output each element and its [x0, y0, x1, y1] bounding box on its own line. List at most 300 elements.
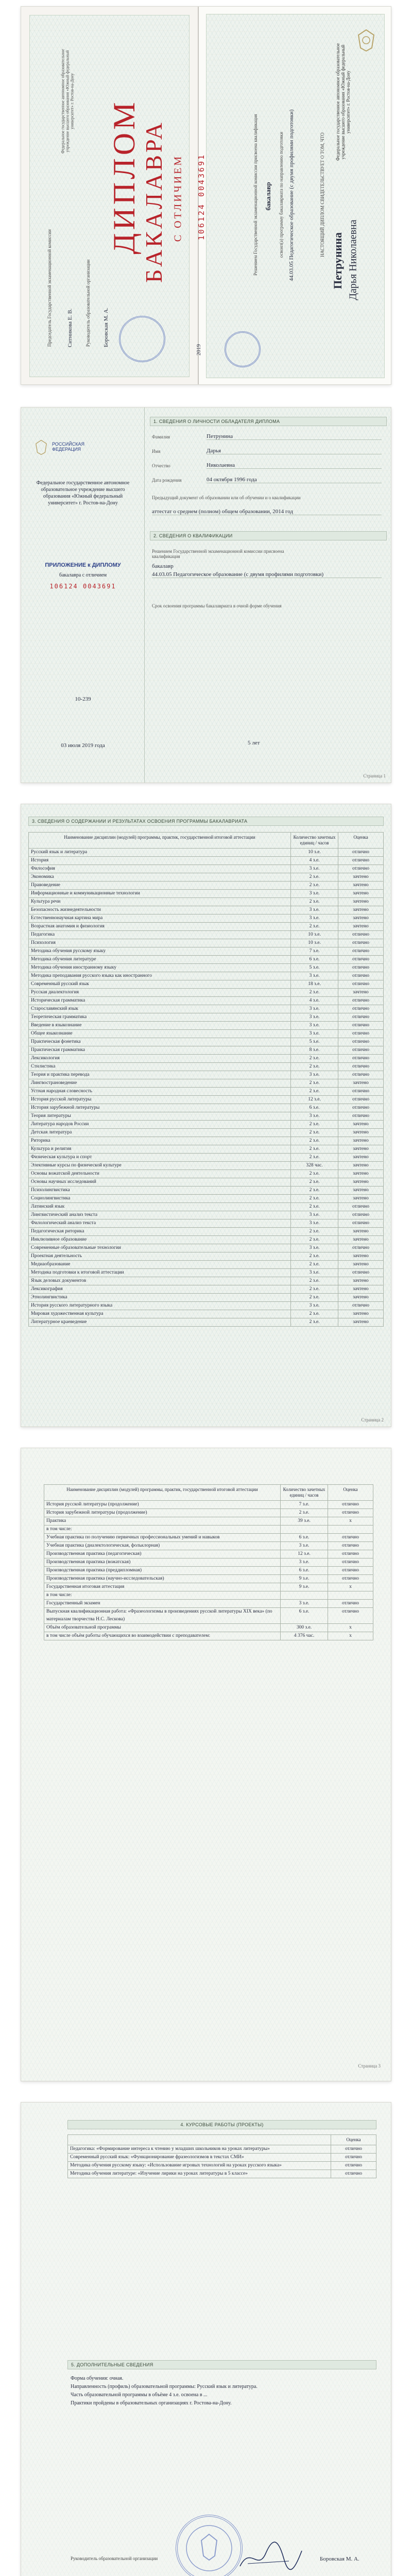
prev-doc-label: Предыдущий документ об образовании или об обучении и о квалификации	[152, 495, 301, 500]
section-1-header: 1. СВЕДЕНИЯ О ЛИЧНОСТИ ОБЛАДАТЕЛЯ ДИПЛОМА	[150, 417, 387, 426]
cover-surname: Петрунина	[331, 232, 344, 289]
hours-cell: 2 з.е.	[291, 1228, 338, 1236]
coursework-cell: Современный русский язык: «Функционирование фразеологизмов в текстах СМИ»	[68, 2154, 331, 2162]
cover-right-org: Федеральное государственное автономное образовательное учреждение высшего образования «Южный федеральный университет» г. Ростов-на-Дону	[335, 43, 351, 161]
mark-cell: отлично	[338, 980, 384, 989]
subject-cell: Риторика	[29, 1137, 291, 1145]
appendix-org: Федеральное государственное автономное образовательное учреждение высшего образования «Южный федеральный университет» г. Ростов-на-Дону	[36, 480, 130, 506]
mark-cell: х	[328, 1632, 373, 1640]
patronymic-value: Николаевна	[207, 462, 382, 469]
mark-cell: зачтено	[338, 1310, 384, 1318]
subject-cell: Русская диалектология	[29, 989, 291, 997]
hours-cell: 2 з.е.	[291, 1145, 338, 1154]
hours-cell: 2 з.е.	[291, 1154, 338, 1162]
hours-cell: 10 з.е.	[291, 931, 338, 939]
mark-cell: зачтено	[338, 1162, 384, 1170]
signer-name: Боровская М. А.	[320, 2556, 359, 2562]
subject-cell: Введение в языкознание	[29, 1022, 291, 1030]
hours-cell	[281, 1591, 328, 1600]
mark-cell: зачтено	[338, 1121, 384, 1129]
subject-cell: Современные образовательные технологии	[29, 1244, 291, 1252]
subject-cell: Общее языкознание	[29, 1030, 291, 1038]
mark-cell: зачтено	[338, 1129, 384, 1137]
hours-cell: 3 з.е.	[291, 1244, 338, 1252]
hours-cell: 2 з.е.	[291, 1252, 338, 1261]
mark-cell: отлично	[331, 2162, 376, 2170]
hours-cell: 3 з.е.	[281, 1542, 328, 1550]
appendix-reg-number: 10-239	[75, 696, 91, 702]
subject-cell: Литературное краеведение	[29, 1318, 291, 1327]
hours-cell: 3 з.е.	[291, 972, 338, 980]
table-row	[44, 1567, 373, 1575]
subject-cell: Производственная практика (преддипломная)	[44, 1567, 281, 1575]
table-row	[29, 1145, 384, 1154]
cover-direction: 44.03.05 Педагогическое образование (с двумя профилями подготовки)	[288, 109, 295, 281]
table-row	[44, 1600, 373, 1608]
subject-cell: Методика обучения литературе	[29, 956, 291, 964]
mark-cell: зачтено	[338, 1261, 384, 1269]
mark-cell: отлично	[338, 1203, 384, 1211]
mark-cell: отлично	[338, 1302, 384, 1310]
col-header-hours: Количество зачетных единиц / часов	[291, 833, 338, 849]
hours-cell: 2 з.е.	[291, 1261, 338, 1269]
subject-cell: Стилистика	[29, 1063, 291, 1071]
table-row	[29, 1285, 384, 1294]
birth-value: 04 октября 1996 года	[207, 477, 382, 483]
mark-cell: зачтено	[338, 1145, 384, 1154]
table-row	[29, 1121, 384, 1129]
table-row	[29, 1038, 384, 1046]
table-row	[29, 989, 384, 997]
mark-cell: отлично	[338, 1030, 384, 1038]
table-row	[29, 1154, 384, 1162]
official-seal	[176, 2515, 243, 2576]
mark-cell: зачтено	[338, 1318, 384, 1327]
subject-cell: Выпускная квалификационная работа: «Фразеологизмы в произведениях русской литературы XIX века» (по материалам творчества Н.С. Лескова)	[44, 1608, 281, 1624]
mark-cell: отлично	[328, 1567, 373, 1575]
subject-cell: Государственная итоговая аттестация	[44, 1583, 281, 1591]
subject-cell: Лексикология	[29, 1055, 291, 1063]
hours-cell: 6 з.е.	[281, 1534, 328, 1542]
prev-doc-value: аттестат о среднем (полном) общем образовании, 2014 год	[152, 509, 382, 515]
col-header-name: Наименование дисциплин (модулей) программы, практик, государственной итоговой аттестации	[29, 833, 291, 849]
coursework-table	[67, 2134, 376, 2178]
term-label: Срок освоения программы бакалавриата в очной форме обучения	[152, 603, 282, 608]
mark-cell: отлично	[328, 1558, 373, 1567]
mark-cell: х	[328, 1517, 373, 1526]
subject-cell: Мировая художественная культура	[29, 1310, 291, 1318]
subject-cell: Экономика	[29, 873, 291, 882]
subject-cell: Естественнонаучная картина мира	[29, 914, 291, 923]
grades-page-3	[21, 2102, 391, 2576]
cover-year: 2019	[196, 344, 202, 355]
diploma-cover-page	[21, 6, 391, 385]
table-row	[29, 882, 384, 890]
mark-cell: отлично	[328, 1550, 373, 1558]
mark-cell: отлично	[338, 1244, 384, 1252]
mark-cell: отлично	[338, 865, 384, 873]
subject-cell: Проектная деятельность	[29, 1252, 291, 1261]
hours-cell: 3 з.е.	[291, 865, 338, 873]
section-3-header: 3. СВЕДЕНИЯ О СОДЕРЖАНИИ И РЕЗУЛЬТАТАХ ОСВОЕНИЯ ПРОГРАММЫ БАКАЛАВРИАТА	[28, 817, 384, 826]
subject-cell: Старославянский язык	[29, 1005, 291, 1013]
subject-cell: Практическая фонетика	[29, 1038, 291, 1046]
hours-cell: 2 з.е.	[291, 1055, 338, 1063]
table-row	[68, 2154, 376, 2162]
subject-cell: История русской литературы	[29, 1096, 291, 1104]
subject-cell: Педагогика	[29, 931, 291, 939]
mark-cell: зачтено	[338, 1277, 384, 1285]
table-row	[29, 1046, 384, 1055]
table-row	[29, 1302, 384, 1310]
subject-cell: Философия	[29, 865, 291, 873]
hours-cell: 6 з.е.	[281, 1567, 328, 1575]
mark-cell: зачтено	[338, 898, 384, 906]
table-row	[29, 1137, 384, 1145]
coursework-cell: Методика обучения русскому языку: «Использование игровых технологий на уроках русского языка»	[68, 2162, 331, 2170]
subject-cell: Практическая грамматика	[29, 1046, 291, 1055]
hours-cell: 2 з.е.	[291, 989, 338, 997]
mark-cell: отлично	[338, 1211, 384, 1219]
table-row	[29, 923, 384, 931]
list-item: Форма обучения: очная.	[71, 2376, 124, 2381]
table-row	[29, 1261, 384, 1269]
table-row	[29, 906, 384, 914]
qual-value: бакалавр	[152, 563, 174, 569]
hours-cell: 2 з.е.	[291, 1277, 338, 1285]
table-row	[29, 865, 384, 873]
term-value: 5 лет	[248, 740, 260, 746]
mark-cell: зачтено	[338, 1252, 384, 1261]
section-5-header: 5. ДОПОЛНИТЕЛЬНЫЕ СВЕДЕНИЯ	[67, 2360, 376, 2369]
mark-cell: отлично	[338, 956, 384, 964]
appendix-title: ПРИЛОЖЕНИЕ к ДИПЛОМУ	[45, 562, 121, 568]
subject-cell: Методика преподавания русского языка как иностранного	[29, 972, 291, 980]
hours-cell: 12 з.е.	[281, 1550, 328, 1558]
table-row	[29, 1178, 384, 1187]
table-row	[29, 964, 384, 972]
birth-label: Дата рождения	[152, 478, 182, 483]
subject-cell: Латинский язык	[29, 1203, 291, 1211]
table-row	[29, 1170, 384, 1178]
hours-cell: 2 з.е.	[291, 1088, 338, 1096]
subject-cell: Информационные и коммуникационные технологии	[29, 890, 291, 898]
table-row	[29, 890, 384, 898]
additional-info-list	[71, 2375, 374, 2408]
subject-cell: в том числе объём работы обучающихся во взаимодействии с преподавателем:	[44, 1632, 281, 1640]
mark-cell: отлично	[328, 1509, 373, 1517]
mark-cell: отлично	[338, 1063, 384, 1071]
mark-cell: зачтено	[338, 1294, 384, 1302]
hours-cell: 2 з.е.	[291, 1063, 338, 1071]
page-number: Страница 3	[358, 2063, 381, 2069]
hours-cell: 3 з.е.	[291, 890, 338, 898]
table-row	[29, 1310, 384, 1318]
mark-cell: зачтено	[338, 1228, 384, 1236]
subject-cell: Правоведение	[29, 882, 291, 890]
subject-cell: Историческая грамматика	[29, 997, 291, 1005]
coursework-table-wrap	[67, 2134, 376, 2178]
table-row	[29, 1219, 384, 1228]
table-row	[29, 947, 384, 956]
table-row	[29, 914, 384, 923]
hours-cell: 2 з.е.	[291, 1310, 338, 1318]
name-value: Дарья	[207, 448, 382, 454]
subject-cell: Устная народная словесность	[29, 1088, 291, 1096]
hours-cell: 3 з.е.	[291, 1211, 338, 1219]
table-row	[29, 1236, 384, 1244]
mark-cell: отлично	[328, 1534, 373, 1542]
mark-cell: отлично	[338, 972, 384, 980]
mark-cell: зачтено	[338, 914, 384, 923]
signature-icon	[237, 2535, 304, 2576]
col-header-mark: Оценка	[338, 833, 384, 849]
subject-cell: Учебная практика по получению первичных профессиональных умений и навыков	[44, 1534, 281, 1542]
page-number: Страница 2	[361, 1417, 384, 1422]
table-row	[44, 1542, 373, 1550]
table-row	[44, 1526, 373, 1534]
diploma-subtitle: БАКАЛАВРА	[141, 120, 167, 283]
seal-emblem-icon	[178, 2517, 241, 2576]
mark-cell: отлично	[338, 1038, 384, 1046]
hours-cell: 2 з.е.	[291, 1195, 338, 1203]
hours-cell: 2 з.е.	[291, 1187, 338, 1195]
mark-cell: зачтено	[338, 1178, 384, 1187]
subject-cell: Элективные курсы по физической культуре	[29, 1162, 291, 1170]
subject-cell: История зарубежной литературы (продолжение)	[44, 1509, 281, 1517]
table-row	[29, 1013, 384, 1022]
mark-cell: отлично	[338, 939, 384, 947]
subject-cell: История русского литературного языка	[29, 1302, 291, 1310]
col-header-hours: Количество зачетных единиц / часов	[281, 1485, 328, 1501]
hours-cell: 2 з.е.	[291, 882, 338, 890]
hours-cell: 2 з.е.	[291, 1129, 338, 1137]
mark-cell: зачтено	[338, 1170, 384, 1178]
hours-cell: 3 з.е.	[291, 1005, 338, 1013]
list-item: Часть образовательной программы в объёме 4 з.е. освоена в ...	[71, 2392, 208, 2398]
mark-cell: отлично	[331, 2145, 376, 2154]
hours-cell: 2 з.е.	[291, 1170, 338, 1178]
hours-cell: 9 з.е.	[281, 1575, 328, 1583]
table-row	[29, 1294, 384, 1302]
mark-cell: зачтено	[338, 873, 384, 882]
mark-cell: зачтено	[338, 1285, 384, 1294]
subject-cell: Культура и религия	[29, 1145, 291, 1154]
patronymic-label: Отчество	[152, 463, 170, 468]
mark-cell: отлично	[338, 1269, 384, 1277]
mark-cell: отлично	[338, 1219, 384, 1228]
mark-cell: отлично	[338, 964, 384, 972]
table-row	[44, 1517, 373, 1526]
mark-cell: отлично	[328, 1575, 373, 1583]
table-row	[29, 1277, 384, 1285]
cover-qual-text: Решением Государственной экзаменационной комиссии присвоена квалификация	[253, 114, 258, 276]
table-row	[29, 1079, 384, 1088]
mark-cell: зачтено	[338, 989, 384, 997]
table-row	[29, 898, 384, 906]
table-row	[29, 1096, 384, 1104]
signer-label: Руководитель образовательной организации	[71, 2556, 158, 2561]
mark-cell: отлично	[338, 1088, 384, 1096]
hours-cell: 2 з.е.	[291, 1294, 338, 1302]
subject-cell: Методика обучения иностранному языку	[29, 964, 291, 972]
hours-cell: 5 з.е.	[291, 964, 338, 972]
table-row	[29, 873, 384, 882]
hours-cell: 2 з.е.	[291, 923, 338, 931]
hours-cell: 3 з.е.	[281, 1600, 328, 1608]
mark-cell	[328, 1591, 373, 1600]
hours-cell: 3 з.е.	[291, 1219, 338, 1228]
hours-cell: 2 з.е.	[291, 873, 338, 882]
coursework-cell: Педагогика: «Формирование интереса к чтению у младших школьников на уроках литературы»	[68, 2145, 331, 2154]
table-row	[29, 1187, 384, 1195]
hours-cell: 3 з.е.	[281, 1558, 328, 1567]
mark-cell: отлично	[338, 1071, 384, 1079]
with-honors: С ОТЛИЧИЕМ	[172, 154, 184, 242]
hours-cell: 4 з.е.	[291, 997, 338, 1005]
hours-cell: 2 з.е.	[281, 1509, 328, 1517]
mark-cell: зачтено	[338, 923, 384, 931]
subject-cell: Культура речи	[29, 898, 291, 906]
list-item: Направленность (профиль) образовательной программы: Русский язык и литература.	[71, 2384, 258, 2389]
table-row	[44, 1632, 373, 1640]
hours-cell: 328 час.	[291, 1162, 338, 1170]
subject-cell: Инклюзивное образование	[29, 1236, 291, 1244]
subject-cell: Безопасность жизнедеятельности	[29, 906, 291, 914]
table-row	[29, 939, 384, 947]
subject-cell: Социолингвистика	[29, 1195, 291, 1203]
mark-cell: отлично	[331, 2170, 376, 2178]
subject-cell: Медиаобразование	[29, 1261, 291, 1269]
hours-cell: 3 з.е.	[291, 1071, 338, 1079]
cover-chair-name: Ситникова Е. В.	[67, 308, 73, 347]
subject-cell: Практика	[44, 1517, 281, 1526]
cover-rector-label: Руководитель образовательной организации	[85, 259, 91, 347]
hours-cell: 2 з.е.	[291, 1203, 338, 1211]
hours-cell: 12 з.е.	[291, 1096, 338, 1104]
mark-cell: отлично	[338, 849, 384, 857]
subject-cell: Методика подготовки к итоговой аттестации	[29, 1269, 291, 1277]
mark-cell: х	[328, 1583, 373, 1591]
subject-cell: Язык деловых документов	[29, 1277, 291, 1285]
table-row	[29, 1071, 384, 1079]
table-row	[29, 1228, 384, 1236]
table-row	[29, 1162, 384, 1170]
hours-cell: 2 з.е.	[291, 1121, 338, 1129]
mark-cell: отлично	[338, 931, 384, 939]
appendix-series-number: 106124 0043691	[49, 583, 116, 590]
hours-cell: 6 з.е.	[281, 1608, 328, 1624]
mark-cell: отлично	[338, 1013, 384, 1022]
hours-cell: 10 з.е.	[291, 849, 338, 857]
table-row	[29, 1129, 384, 1137]
table-row	[44, 1501, 373, 1509]
direction-value: 44.03.05 Педагогическое образование (с двумя профилями подготовки)	[152, 571, 382, 578]
col-header-mark: Оценка	[328, 1485, 373, 1501]
subject-cell: Возрастная анатомия и физиология	[29, 923, 291, 931]
cover-series-number: 106124 0043691	[197, 153, 206, 241]
cover-award-text: НАСТОЯЩИЙ ДИПЛОМ СВИДЕТЕЛЬСТВУЕТ О ТОМ, ЧТО	[320, 132, 325, 257]
mark-cell: отлично	[328, 1501, 373, 1509]
table-row	[29, 1088, 384, 1096]
appendix-coat-caption: РОССИЙСКАЯ ФЕДЕРАЦИЯ	[52, 442, 84, 452]
hours-cell: 4 376 час.	[281, 1632, 328, 1640]
table-row	[44, 1591, 373, 1600]
mark-cell: отлично	[338, 1096, 384, 1104]
grades-table-2	[44, 1484, 373, 1640]
table-row	[29, 1195, 384, 1203]
table-row	[29, 1022, 384, 1030]
subject-cell: Детская литература	[29, 1129, 291, 1137]
subject-cell: История русской литературы (продолжение)	[44, 1501, 281, 1509]
diploma-title: ДИПЛОМ	[107, 99, 141, 255]
appendix-honors: бакалавра с отличием	[59, 572, 107, 578]
subject-cell: Производственная практика (научно-исследовательская)	[44, 1575, 281, 1583]
mark-cell: отлично	[338, 857, 384, 865]
subject-cell: Производственная практика (педагогическая)	[44, 1550, 281, 1558]
mark-cell: отлично	[338, 947, 384, 956]
hours-cell: 2 з.е.	[291, 1318, 338, 1327]
table-row	[29, 1112, 384, 1121]
subject-cell: Объём образовательной программы	[44, 1624, 281, 1632]
hours-cell: 2 з.е.	[291, 898, 338, 906]
mark-cell: зачтено	[338, 1137, 384, 1145]
col-header-name: Наименование дисциплин (модулей) программы, практик, государственной итоговой аттестации	[44, 1485, 281, 1501]
table-row	[29, 1211, 384, 1219]
mark-cell: отлично	[338, 1055, 384, 1063]
mark-cell: зачтено	[338, 890, 384, 898]
coat-of-arms-icon	[32, 438, 50, 456]
mark-cell	[328, 1526, 373, 1534]
mark-cell: отлично	[338, 1046, 384, 1055]
table-row	[68, 2145, 376, 2154]
hours-cell: 8 з.е.	[291, 1046, 338, 1055]
appendix-left-column	[21, 408, 145, 783]
hours-cell: 3 з.е.	[291, 1112, 338, 1121]
subject-cell: Производственная практика (вожатская)	[44, 1558, 281, 1567]
cover-chair-label: Председатель Государственной экзаменационной комиссии	[47, 229, 52, 347]
mark-cell: зачтено	[338, 1079, 384, 1088]
cover-left-panel	[21, 7, 206, 385]
table-row	[29, 1055, 384, 1063]
hours-cell: 2 з.е.	[291, 1178, 338, 1187]
grades-page-1	[21, 804, 391, 1427]
mark-cell: отлично	[338, 1022, 384, 1030]
hours-cell: 2 з.е.	[291, 1285, 338, 1294]
mark-cell: отлично	[338, 997, 384, 1005]
mark-cell: отлично	[338, 1104, 384, 1112]
table-row	[29, 1244, 384, 1252]
mark-cell: отлично	[328, 1608, 373, 1624]
table-row	[29, 1252, 384, 1261]
table-row	[29, 956, 384, 964]
table-row	[44, 1550, 373, 1558]
table-row	[29, 1063, 384, 1071]
hours-cell: 3 з.е.	[291, 1030, 338, 1038]
table-row	[29, 1318, 384, 1327]
subject-cell: Физическая культура и спорт	[29, 1154, 291, 1162]
table-row	[44, 1575, 373, 1583]
subject-cell: Лингвострановедение	[29, 1079, 291, 1088]
subject-cell: Психология	[29, 939, 291, 947]
cover-name-patronymic: Дарья Николаевна	[347, 219, 359, 300]
hours-cell: 6 з.е.	[291, 956, 338, 964]
cover-qualification: бакалавр	[264, 182, 272, 211]
appendix-right-column	[145, 408, 391, 783]
hours-cell: 2 з.е.	[291, 1236, 338, 1244]
subject-cell: в том числе:	[44, 1591, 281, 1600]
grades-table-2-wrap	[44, 1484, 373, 1640]
